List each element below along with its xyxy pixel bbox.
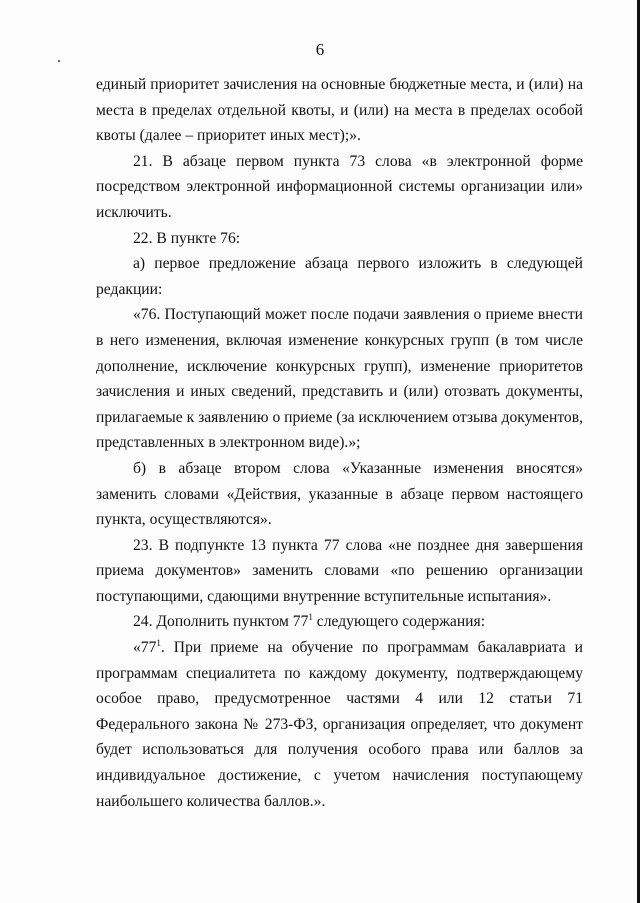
paragraph-item-21: 21. В абзаце первом пункта 73 слова «в электронной форме посредством электронной информационной системы организации или» исключить. <box>96 152 583 221</box>
superscript: 1 <box>308 612 313 623</box>
paragraph-quote-77-1 <box>96 635 583 814</box>
superscript: 1 <box>156 637 161 648</box>
paragraph-quote-77-1-after: . При приеме на обучение по программам бакалавриата и программам специалитета по каждому документу, подтверждающему особое право, предусмотренное частями 4 или 12 статьи 71 Федерального закона № 273-ФЗ, организация определяет, что документ будет использоваться для получения особого права или баллов за индивидуальное достижение, с учетом начисления поступающему наибольшего количества баллов.». <box>96 639 583 810</box>
paragraph-item-24-after: следующего содержания: <box>312 613 486 631</box>
paragraph-continuation: единый приоритет зачисления на основные бюджетные места, и (или) на места в пределах отдельной квоты, и (или) на места в пределах особой квоты (далее – приоритет иных мест);». <box>96 76 583 145</box>
paragraph-item-23: 23. В подпункте 13 пункта 77 слова «не позднее дня завершения приема документов» заменить словами «по решению организации поступающими, сдающими внутренние вступительные испытания». <box>96 536 583 605</box>
paragraph-item-24-before: 24. Дополнить пунктом 77 <box>133 613 309 631</box>
paragraph-item-24 <box>96 609 583 635</box>
paragraph-item-22: 22. В пункте 76: <box>133 229 241 247</box>
paragraph-quote-77-1-before: «77 <box>133 639 157 657</box>
page-number: 6 <box>315 40 325 59</box>
document-body <box>96 72 583 814</box>
paragraph-item-22a: а) первое предложение абзаца первого изложить в следующей редакции: <box>96 255 583 298</box>
paragraph-quote-76: «76. Поступающий может после подачи заявления о приеме внести в него изменения, включая изменение конкурсных групп (в том числе дополнение, исключение конкурсных групп), изменение приоритетов зачисления и иных сведений, представить и (или) отозвать документы, прилагаемые к заявлению о приеме (за исключением отзыва документов, представленных в электронном виде).»; <box>96 306 583 452</box>
paragraph-item-22b: б) в абзаце втором слова «Указанные изменения вносятся» заменить словами «Действия, указанные в абзаце первом настоящего пункта, осуществляются». <box>96 459 583 529</box>
scan-speck <box>58 60 60 62</box>
